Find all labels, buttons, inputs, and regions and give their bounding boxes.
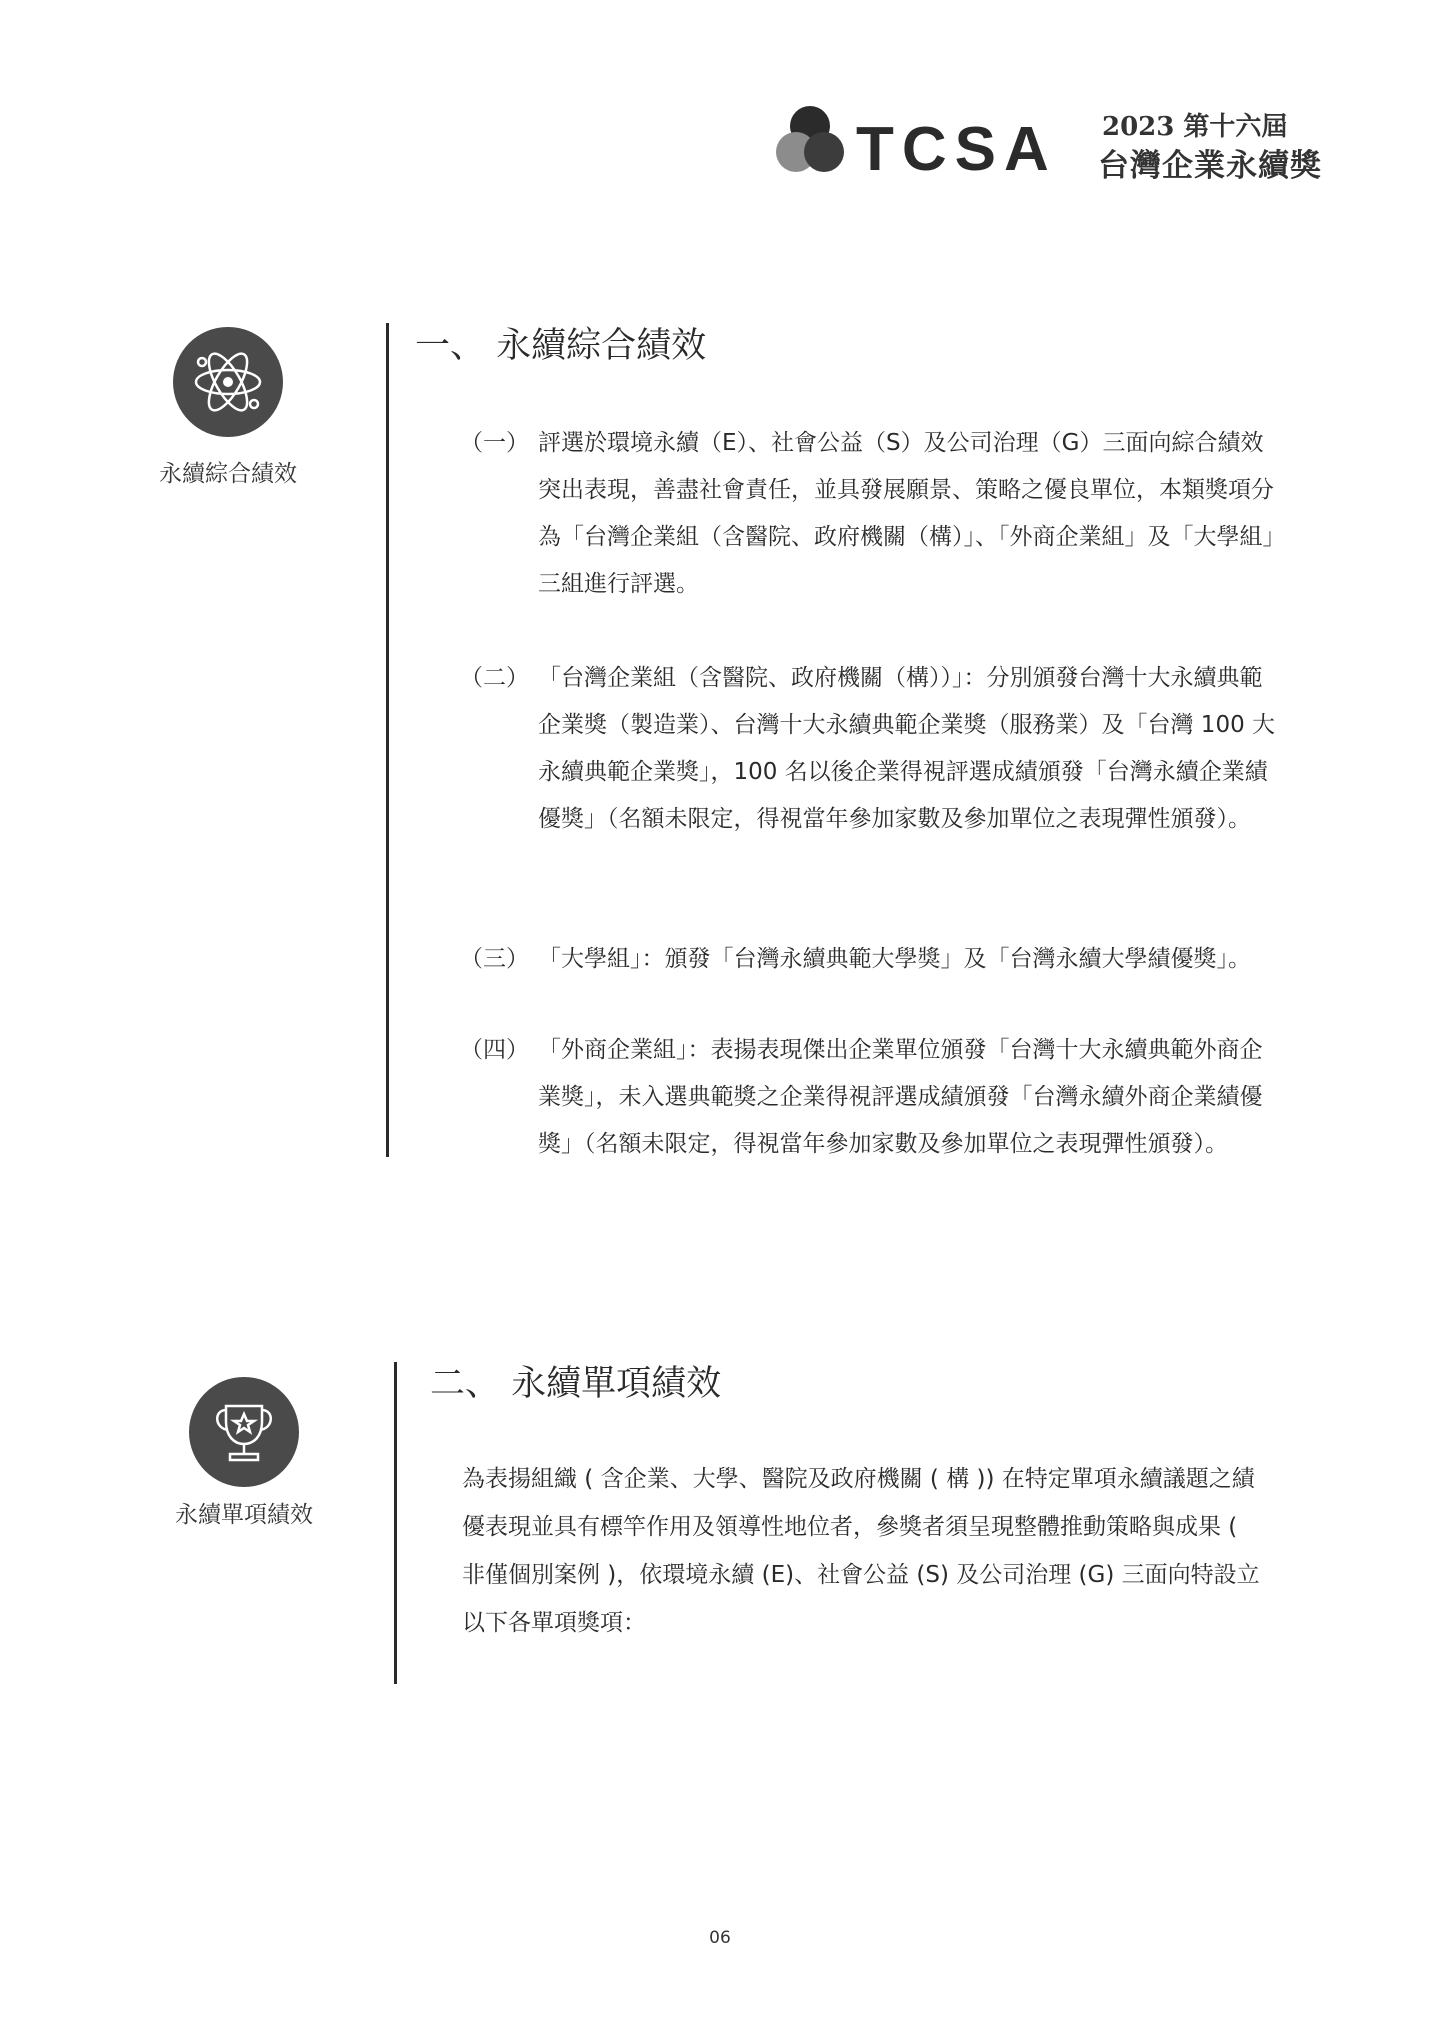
atom-icon xyxy=(172,326,284,438)
logo-text: TCSA xyxy=(856,115,1057,184)
item-number: （三） xyxy=(460,946,529,972)
item-text: 「外商企業組」：表揚表現傑出企業單位頒發「台灣十大永續典範外商企業獎」，未入選典範獎之企業得視評選成績頒發「台灣永續外商企業績優獎」（名額未限定，得視當年參加家數及參加單位之表現彈性頒發）。 xyxy=(538,1037,1263,1157)
tcsa-logo xyxy=(760,100,1090,190)
item-text: 「台灣企業組（含醫院、政府機關（構））」：分別頒發台灣十大永續典範企業獎（製造業）、台灣十大永續典範企業獎（服務業）及「台灣 100 大永續典範企業獎」，100 名以後企業得視評選成績頒發「台灣永續企業績優獎」（名額未限定，得視當年參加家數及參加單位之表現彈性頒發）。 xyxy=(538,665,1276,832)
award-name: 台灣企業永續獎 xyxy=(1098,148,1322,184)
year-edition: 2023 第十六屆 xyxy=(1102,112,1288,142)
section1-item xyxy=(460,1027,1280,1168)
section2-side-label: 永續單項績效 xyxy=(175,1502,313,1528)
section2-title: 二、 永續單項績效 xyxy=(430,1364,722,1404)
item-number: （四） xyxy=(460,1037,529,1063)
section2-paragraph: 為表揚組織 ( 含企業、大學、醫院及政府機關 ( 構 )) 在特定單項永續議題之績優表現並具有標竿作用及領導性地位者，參獎者須呈現整體推動策略與成果 ( 非僅個別案例 )，依環境永續 (E)、社會公益 (S) 及公司治理 (G) 三面向特設立以下各單項獎項： xyxy=(462,1466,1260,1636)
item-number: （二） xyxy=(460,665,529,691)
section1-divider xyxy=(386,323,389,1157)
section1-title: 一、 永續綜合績效 xyxy=(415,326,707,366)
header xyxy=(760,100,1360,190)
section1-item xyxy=(460,420,1280,608)
trophy-icon xyxy=(188,1376,300,1488)
section1-side-label: 永續綜合績效 xyxy=(159,461,297,487)
section1-item xyxy=(460,655,1280,843)
section1-item xyxy=(460,936,1280,983)
item-text: 「大學組」：頒發「台灣永續典範大學獎」及「台灣永續大學績優獎」。 xyxy=(538,946,1251,972)
item-number: （一） xyxy=(460,430,529,456)
item-text: 評選於環境永續（E）、社會公益（S）及公司治理（G）三面向綜合績效突出表現，善盡社會責任，並具發展願景、策略之優良單位，本類獎項分為「台灣企業組（含醫院、政府機關（構）」、「外商企業組」及「大學組」三組進行評選。 xyxy=(538,430,1274,597)
section2-divider xyxy=(394,1362,397,1684)
page-number: 06 xyxy=(709,1928,731,1948)
